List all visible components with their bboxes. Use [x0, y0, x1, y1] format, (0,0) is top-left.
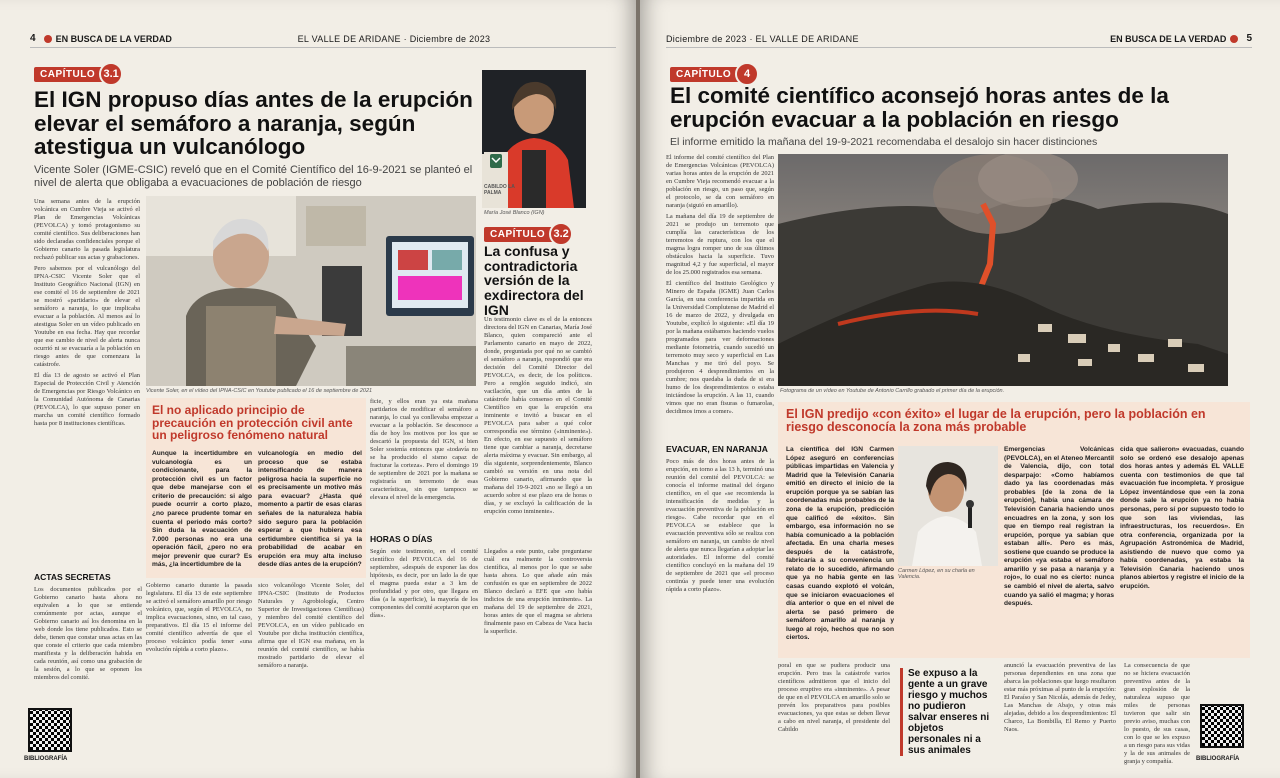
subhead-evacuar: EVACUAR, EN NARANJA	[666, 444, 768, 454]
sidebar-photo-caption: María José Blanco (IGN)	[484, 210, 545, 216]
chapter-label: CAPÍTULO	[34, 67, 117, 82]
paragraph: Los documentos publicados por el Gobierno canario hasta ahora no equivalen a lo que se entiende comúnmente por actas, aunque el Gobierno canario así los denomina en la web donde los tiene publicados. Esto se debe, tienen que constar unas actas en las que conste el criterio que cada miembro manifiesta y la deliberación habida en cada reunión, así como una grabación de la sesión, a lo que se oponen los miembros del comité.	[34, 585, 142, 681]
bottom-column-2: sico volcanólogo Vicente Soler, del IPNA-CSIC (Instituto de Productos Naturales y Agrobiología, Centro Superior de Investigaciones Científicas) y miembro del comité científico del PEVOLCA, en un vídeo publicado en Youtube por dicha institución científica, afirma que el IGN esa mañana, en la reunión del comité científico, se había mostrado partidario de elevar el semáforo a naranja.	[258, 582, 364, 669]
lead-paragraph: El informe emitido la mañana del 19-9-2021 recomendaba el desalojo sin hacer distinciones	[670, 136, 1098, 148]
lead-paragraph: Vicente Soler (IGME-CSIC) reveló que en el Comité Científico del 16-9-2021 se planteó el nivel de alerta que obligaba a evacuaciones de población de riesgo	[34, 164, 473, 190]
body-column-2	[666, 440, 774, 740]
section-dot-icon	[1230, 35, 1238, 43]
publication-line: Diciembre de 2023 · EL VALLE DE ARIDANE	[666, 33, 859, 44]
photo-vicente-soler	[146, 196, 476, 386]
subhead-horas: HORAS O DÍAS	[370, 534, 433, 544]
eruption-illustration	[778, 154, 1228, 386]
photo-eruption	[778, 154, 1228, 386]
paragraph: El día 13 de agosto se activó el Plan Especial de Protección Civil y Atención de Emergencias por Riesgo Volcánico en la Comunidad Autónoma de Canarias (PEVOLCA), lo que supuso poner en marcha un comité científico formado hasta por 8 instituciones científicas.	[34, 372, 140, 427]
qr-label: BIBLIOGRAFÍA	[24, 756, 68, 762]
ign-box-col4: cida que salieron» evacuadas, cuando solo se ordenó ese desalojo apenas dos horas antes y además EL VALLE cuenta con testimonios de que tal evacuación fue incompleta. Y prosigue López inventándose que «en la zona donde sale la erupción ya no había personas, pero sí por supuesto todo lo que son las viviendas, las infraestructuras, los recuerdos». En otra conferencia, organizada por la Agrupación Astronómica de Madrid, asistiendo de nuevo que como ya había coordenadas, ya estaba la Televisión Canaria haciendo unos planos abiertos y registre el inicio de la erupción.	[1120, 446, 1244, 590]
chapter-label: CAPÍTULO	[484, 227, 567, 242]
chapter-number: 3.2	[549, 222, 573, 246]
ign-box-col1: La científica del IGN Carmen López aseguró en conferencias públicas impartidas en Valencia y Madrid que la Televisión Canaria emitió en directo el inicio de la erupción porque ya se sabían las coordenadas más probables de la zona de la erupción, predicción que calificó de «éxito». Sin embargo, esa información no se había comunicado a la población afectada. En una charla meses después de la catástrofe, fabricaría a su conveniencia un relato de lo sucedido, afirmando que ya no había gente en las casas cuando explotó el volcán, que se iniciaron evacuaciones el día anterior o que en el nivel de alerta se pasó primero de semáforo amarillo al naranja y luego al rojo, hechos que no son ciertos.	[786, 446, 894, 642]
headline: El IGN propuso días antes de la erupción elevar el semáforo a naranja, según atestigua un vulcanólogo	[34, 87, 473, 160]
bottom-column-1: Gobierno canario durante la pasada legislatura. El día 13 de este septiembre se activó el semáforo amarillo por riesgo volcánico, que, según el PEVOLCA, no implica evacuaciones, sino, en tal caso, preparativos. El día 15 el informe del comité científico advertía de que el proceso volcánico podía tener «una evolución rápida a corto plazo».	[146, 582, 252, 653]
left-running-header	[30, 30, 616, 48]
photo-illustration	[146, 196, 476, 386]
chapter-tag	[34, 62, 123, 86]
page-number: 4	[30, 33, 36, 44]
photo-caption: Vicente Soler, en el vídeo del IPNA-CSIC en Youtube publicado el 16 de septiembre de 2021	[146, 388, 373, 394]
left-page	[0, 0, 636, 778]
body-column-4: ficie, y ellos eran ya esta mañana partidarios de modificar el semáforo a naranja, lo cual ya conllevaba empezar a evacuar a la población. Se desconoce a día de hoy los motivos por los que se descartó la propuesta del IGN, si bien Soler sostenía entonces que «todavía no se ha producido el sismo capaz de fracturar la corteza». Pero el domingo 19 de septiembre de 2021 por la mañana se registraría un terremoto de esas características, sin que tampoco se elevara el nivel de la emergencia.	[370, 398, 478, 501]
body-column-1	[34, 198, 140, 568]
paragraph: El científico del Instituto Geológico y Minero de España (IGME) Juan Carlos García, en una conferencia impartida en la Universidad Complutense de Madrid el 16 de marzo de 2022, y divulgada en Youtube, explicó lo siguiente: «El día 19 por la mañana estábamos haciendo vuelos programados para ver deformaciones mediante fotometría, cuando sucedió un terremoto muy seco y superficial en Las Manchas y me tiró del poyo. Se produjeron 4 desprendimientos en la cumbre; nos quedaba la duda de si era humo de los desprendimientos o estaba iniciándose la erupción. A las 11, cuando vimos que no eran fisuras o fumarolas, decidimos irnos a comer».	[666, 280, 774, 415]
body-column-4b	[370, 530, 478, 710]
page-number: 5	[1246, 33, 1252, 44]
body-column-1	[666, 154, 774, 444]
photo-caption: Fotograma de un vídeo en Youtube de Antonio Carrillo grabado el primer día de la erupción.	[780, 388, 1005, 394]
chapter-number: 4	[735, 62, 759, 86]
chapter-label: CAPÍTULO	[670, 67, 753, 82]
cabildo-emblem-icon	[484, 152, 508, 182]
headline: El comité científico aconsejó horas antes de la erupción evacuar a la población en riesgo	[670, 83, 1169, 132]
precaution-box-col2: vulcanología en medio del proceso que se estaba intensificando de manera peligrosa hacia la superficie no es precisamente un motivo más para evacuar? ¿Hasta qué momento a partir de esas claras señales de la naturaleza había sido seguro para la población esperar a que hubiera esa certidumbre científica si ya la probabilidad de acabar en erupción era muy alta incluso desde días antes de la erupción?	[258, 450, 362, 569]
photo2-caption: Carmen López, en su charla en Valencia.	[898, 568, 975, 580]
ign-box-col3: Emergencias Volcánicas (PEVOLCA), en el Ateneo Mercantil de Valencia, dijo, con total desparpajo: «Como habíamos dado ya las coordenadas más probables [de la zona de la erupción], había una cámara de Televisión Canaria haciendo unos encuadres en la zona, y son los que en tiempo real registran la erupción, porque ya sabían que estaban allí». Pero es más, sostiene que cuando se produce la erupción «ya estaba el semáforo amarillo y se pasa a naranja y a rojo», lo cual no es cierto: nunca se cambió el nivel de alerta, salvo cuando ya salió el magma; y horas después.	[1004, 446, 1114, 608]
right-page	[640, 0, 1280, 778]
section-title: EN BUSCA DE LA VERDAD	[44, 34, 172, 44]
bottom-column-1-cont: poral en que se pudiera producir una erupción. Pero tras la catástrofe varios científicos admitieron que el inicio del proceso eruptivo era «inminente». A pesar de que en el PEVOLCA en amarillo solo se prevén los preparativos para posibles evacuaciones, ya que estas se deben llevar a cabo en nivel naranja, el presidente del Cabildo	[778, 662, 890, 733]
portrait-illustration	[898, 446, 998, 566]
bottom-column-3: anunció la evacuación preventiva de las personas dependientes en una zona que abarca las poblaciones que luego resultaron estar más próximas al punto de la erupción: El Paraíso y San Nicolás, además de Jedey, Las Manchas de Abajo, y otras más alejadas, debido a los desprendimientos: El Charco, La Bombilla, El Remo y Puerto Naos.	[1004, 662, 1116, 733]
photo-carmen-lopez	[898, 446, 998, 566]
bottom-column-4: La consecuencia de que no se hiciera evacuación preventiva antes de la gran explosión de la naturaleza supuso que miles de personas tuvieron que salir sin previo aviso, muchas con lo puesto, de sus casas, con lo que se les expuso a un riesgo para sus vidas y la de sus animales de granja y compañía.	[1124, 662, 1190, 765]
sidebar-headline: La confusa y contradictoria versión de la exdirectora del IGN	[484, 243, 584, 318]
cabildo-label: CABILDO LA PALMA	[484, 184, 515, 196]
paragraph: Según este testimonio, en el comité científico del PEVOLCA del 16 de septiembre, «después de exponer las dos hipótesis, es decir, por un lado la de que el magma pueda estar a 3 km de profundidad y por otro, que llegara en días (a la superficie), la mayoría de los componentes del comité aceptaron que en días».	[370, 547, 478, 619]
ign-box-title: El IGN predijo «con éxito» el lugar de la erupción, pero la población en riesgo desconocía la zona más probable	[786, 407, 1206, 435]
paragraph: Poco más de dos horas antes de la erupción, en torno a las 13 h, terminó una reunión del comité del PEVOLCA: se conocía el informe matinal del órgano científico, en el que «se recomienda la intensificación de medidas y la evacuación preventiva de la población en riesgo». Cabe recordar que en el PEVOLCA se establece que la evacuación preventiva sólo se realiza con semáforo en naranja, un cambio de nivel de alerta que nunca llegarían a adoptar las autoridades. El informe del comité científico concluyó en la mañana del 19 de septiembre de 2021 que «el proceso continúa y puede tener una evolución rápida a corto plazo».	[666, 457, 774, 593]
qr-code[interactable]	[28, 708, 72, 752]
paragraph: El informe del comité científico del Plan de Emergencias Volcánicas (PEVOLCA) varias horas antes de la erupción de 2021 en Cumbre Vieja recomendó evacuar a la población en riesgo, un paso que, según el protocolo, se da con semáforo en naranja (siguió en amarillo).	[666, 154, 774, 209]
sidebar-body: Un testimonio clave es el de la entonces directora del IGN en Canarias, María José Blanco, quien compareció ante el Parlamento canario en mayo de 2022, donde, preguntada por qué no se cambió el semáforo a naranja, respondió que era decisión del Comité Director del PEVOLCA, es decir, de los políticos. Pero a renglón seguido indicó, sin vacilación, que un día antes de la catástrofe había consenso en el Comité Científico en que la erupción era inminente e invitó a buscar en el PEVOLCA para saber a qué color correspondía ese término («inminente»). En efecto, en ese supuesto el semáforo tiene que cambiar a naranja, decretarse alerta máxima y evacuar. Sin embargo, al día siguiente, sorprendentemente, Blanco cambió su versión en una nota del Gobierno canario, afirmando que la mañana del 19-9-2021 «no se llegó a un acuerdo sobre si ese plazo era de horas o días, y se excluyó la calificación de la erupción como inminente».	[484, 316, 592, 515]
paragraph: La mañana del día 19 de septiembre de 2021 se produjo un terremoto que cumplía las características de los terremotos de ruptura, con los que el magma logra romper uno de sus últimos obstáculos hacia la superficie. Tuvo magnitud 4,2 y fue superficial, el mayor de los 25.000 registrados esa semana.	[666, 213, 774, 276]
publication-line: EL VALLE DE ARIDANE · Diciembre de 2023	[297, 33, 491, 44]
paragraph: Pero sabemos por el vulcanólogo del IPNA-CSIC Vicente Soler que el Instituto Geográfico Nacional (IGN) en ese comité el 16 de septiembre de 2021 se mostró «partidario» de elevar el semáforo a naranja, lo que implicaba evacuar a la población. Al menos así lo atestigua Soler en un vídeo publicado en Youtube en esa fecha. Hay que recordar que ese cambio de nivel de alerta nunca ocurrió ni se evacuaría a la población en riesgo antes de que comenzara la catástrofe.	[34, 265, 140, 368]
right-running-header	[666, 30, 1252, 48]
section-title: EN BUSCA DE LA VERDAD	[1110, 34, 1238, 44]
section-dot-icon	[44, 35, 52, 43]
cabildo-logo	[484, 152, 508, 182]
precaution-box-col1: Aunque la incertidumbre en vulcanología es un condicionante, para la protección civil es un factor que debe manejarse con el criterio de precaución: si algo puede ocurrir a corto plazo, ¿no parece prudente tomar en cuenta el periodo más corto? Sin duda la evacuación de 7.000 personas no era una operación fácil, ¿pero no era mejor prevenir que curar? Es más, ¿la incertidumbre de la	[152, 450, 252, 569]
chapter-number: 3.1	[99, 62, 123, 86]
precaution-box-title: El no aplicado principio de precaución en protección civil ante un peligroso fenómeno natural	[152, 403, 353, 443]
subhead-actas: ACTAS SECRETAS	[34, 572, 111, 582]
paragraph: Una semana antes de la erupción volcánica en Cumbre Vieja se activó el Plan de Emergencias Volcánicas (PEVOLCA) y tomó protagonismo su comité científico. Sus deliberaciones han sido declaradas confidenciales porque el Gobierno canario la pasada legislatura rechazó publicar sus actas y grabaciones.	[34, 198, 140, 261]
qr-label: BIBLIOGRAFÍA	[1196, 756, 1240, 762]
pull-quote: Se expuso a la gente a un grave riesgo y muchos no pudieron salvar enseres ni objetos personales ni a sus animales	[900, 668, 992, 756]
qr-code[interactable]	[1200, 704, 1244, 748]
sidebar-body-2: Llegados a este punto, cabe preguntarse cuál era realmente la controversia científica, al menos por lo que se sabe hasta ahora. Lo que añade aún más confusión es que en septiembre de 2022 Blanco declaró a EFE que «no había indicios de una erupción inminente». La mañana del 19 de septiembre de 2021, horas antes de que el magma se abriera finalmente paso en Cabeza de Vaca hacia la superficie.	[484, 548, 592, 635]
